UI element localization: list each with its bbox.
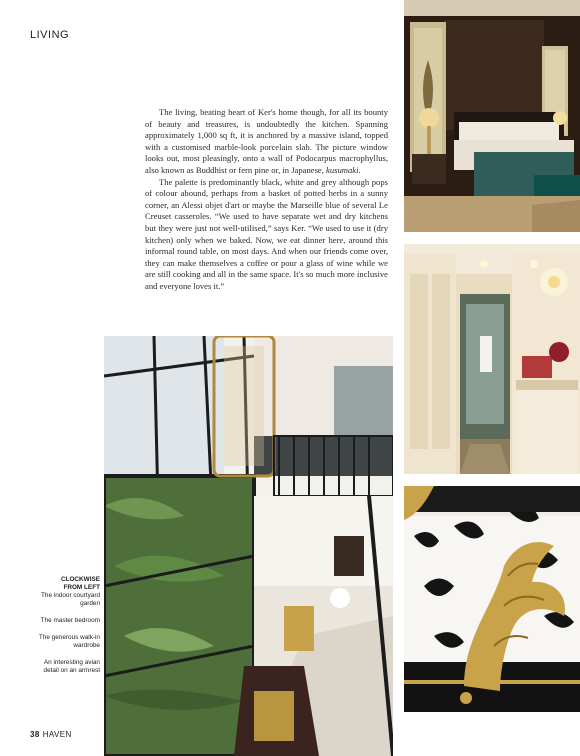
walk-in-wardrobe-photo [404,244,580,474]
photo-caption [30,576,100,684]
indoor-courtyard-photo [104,336,393,756]
master-bedroom-photo [404,0,580,232]
page-folio [30,730,72,739]
paragraph-1-text: The living, beating heart of Ker's home though, for all its bounty of beauty and treasures, is undoubtedly the kitchen. Spanning approximately 1,000 sq ft, it is anchored by a massive island, topped with a customised marble-look porcelain slab. The picture window looks out, most pleasingly, onto a wall of Podocarpus macrophyllus, also known as Buddhist or fern pine or, in Japanese, [145,107,388,175]
caption-item-wardrobe: The generous walk-in wardrobe [38,634,100,649]
caption-heading-line-1: CLOCKWISE [60,576,100,583]
article-body [145,107,388,293]
paragraph-2: The palette is predominantly black, white and grey although pops of colour abound, perhaps from a basket of potted herbs in a sunny corner, an Alessi objet d'art or maybe the Marseille blue of several Le Creuset casseroles. “We used to have separate wet and dry kitchens but they were just not well-utilised,” says Ker. “We used to use it (dry kitchen) only when we baked. Now, we eat dinner here, around this informal round table, on most days. And when our friends come over, they can make themselves a coffee or pour a glass of wine while we are still cooking and all in the same space. It's so much more inclusive and everyone loves it.” [145,176,388,291]
magazine-name: HAVEN [42,730,72,739]
caption-item-armrest: An interesting avian detail on an armrest [43,659,100,674]
section-label: LIVING [30,29,70,41]
caption-item-courtyard: The indoor courtyard garden [41,592,100,607]
avian-armrest-photo [404,486,580,712]
caption-heading-line-2: FROM LEFT [63,584,100,591]
paragraph-1-end: . [358,164,361,175]
page-number: 38 [30,730,40,739]
caption-item-bedroom: The master bedroom [40,617,100,624]
paragraph-1-italic: kusumaki [326,164,359,175]
paragraph-1 [145,107,388,177]
